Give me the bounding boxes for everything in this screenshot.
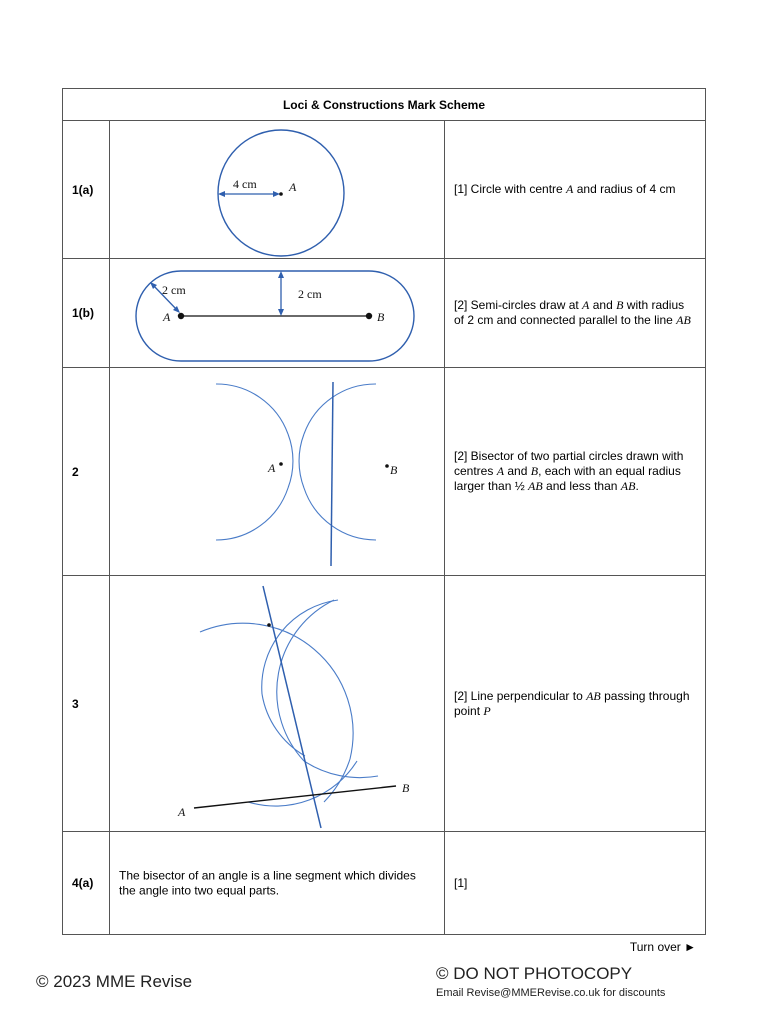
- perpendicular-bisector: [331, 382, 333, 566]
- arc: [288, 434, 293, 488]
- mark-variable: AB: [586, 688, 601, 703]
- mark-variable: A: [496, 464, 505, 478]
- mark-text: [2] Line perpendicular to: [454, 688, 587, 703]
- mark-variable: B: [530, 464, 539, 478]
- arc: [304, 488, 376, 540]
- table-row: [63, 367, 705, 575]
- arc: [262, 694, 305, 756]
- arc: [216, 488, 288, 540]
- mark-text: .: [635, 479, 639, 493]
- mark-variable: AB: [620, 479, 636, 493]
- figure-cell: [109, 121, 445, 258]
- table-row: [63, 575, 705, 831]
- question-number: 1(b): [72, 306, 94, 320]
- arc: [248, 761, 357, 806]
- point-p: [267, 623, 271, 627]
- arc: [216, 384, 288, 434]
- mark-cell: [445, 259, 705, 367]
- turn-over-label: Turn over ►: [629, 940, 696, 954]
- question-number: 4(a): [72, 876, 94, 890]
- arc: [304, 384, 376, 434]
- point-b: [366, 313, 372, 319]
- mark-text: [1] Circle with centre: [454, 182, 567, 196]
- mark-cell: [445, 121, 705, 258]
- figure-cell: [109, 576, 445, 831]
- mark-variable: P: [483, 703, 491, 718]
- point-b: [385, 464, 389, 468]
- arrow-head-icon: [278, 309, 284, 316]
- figure-cell: [109, 259, 445, 367]
- radius-label: 4 cm: [233, 177, 257, 191]
- point-b-label: B: [402, 781, 410, 795]
- arrow-head-icon: [218, 191, 225, 197]
- mark-variable: AB: [676, 313, 691, 327]
- discount-email-text: Email Revise@MMERevise.co.uk for discounts: [436, 987, 666, 999]
- centre-point: [279, 192, 283, 196]
- mark-text: and radius of 4 cm: [573, 182, 676, 196]
- question-number: 2: [72, 464, 79, 479]
- circle-figure: [110, 121, 446, 259]
- radius-label-a: 2 cm: [162, 283, 186, 297]
- table-row: [63, 120, 705, 258]
- table-row: [63, 258, 705, 367]
- mark-cell: [445, 368, 705, 575]
- mark-variable: A: [566, 182, 574, 196]
- point-a-label: A: [268, 461, 276, 475]
- mark-text: and: [589, 298, 617, 312]
- mark-cell: [445, 576, 705, 831]
- point-a-label: A: [289, 180, 297, 194]
- question-number: 3: [72, 696, 79, 711]
- point-a-label: A: [163, 310, 171, 324]
- mark-text: , each with an equal radius larger than ½: [454, 464, 681, 493]
- table-row: [63, 831, 705, 934]
- mark-text: with radius of 2 cm and connected parallel to the line: [454, 298, 685, 327]
- point-a-label: A: [178, 805, 186, 819]
- answer-text: The bisector of an angle is a line segment which divides the angle into two equal parts.: [119, 868, 416, 897]
- figure-cell: [109, 368, 445, 575]
- point-a: [178, 313, 184, 319]
- bisector-figure: [110, 368, 446, 576]
- mark-text: [2] Bisector of two partial circles drawn with centres: [454, 449, 684, 478]
- stadium-figure: [110, 259, 446, 368]
- answer-cell: [109, 832, 445, 934]
- mark-variable: AB: [528, 479, 543, 493]
- point-b-label: B: [377, 310, 385, 324]
- point-a: [279, 462, 283, 466]
- mark-text: and: [504, 464, 531, 478]
- point-b-label: B: [390, 463, 398, 477]
- mark-scheme-table: [62, 88, 706, 935]
- question-number: 1(a): [72, 182, 94, 197]
- mark-variable: A: [582, 298, 590, 312]
- arrow-head-icon: [278, 271, 284, 278]
- mark-text: [1]: [454, 875, 468, 890]
- copyright-text: © 2023 MME Revise: [36, 972, 193, 991]
- mark-cell: [445, 832, 705, 934]
- arc: [324, 759, 350, 802]
- mark-text: passing through point: [454, 688, 690, 718]
- table-title-text: Loci & Constructions Mark Scheme: [282, 97, 486, 112]
- do-not-photocopy-notice: © DO NOT PHOTOCOPY: [436, 964, 633, 983]
- arc: [304, 761, 378, 778]
- arrow-head-icon: [273, 191, 280, 197]
- arc: [262, 600, 338, 694]
- mark-text: [2] Semi-circles draw at: [454, 298, 583, 312]
- arc: [299, 434, 304, 488]
- perpendicular-figure: [110, 576, 446, 832]
- mark-variable: B: [616, 298, 624, 312]
- perpendicular-line: [263, 586, 321, 828]
- mark-text: and less than: [542, 479, 621, 493]
- table-title: [63, 89, 705, 120]
- radius-label-b: 2 cm: [298, 287, 322, 301]
